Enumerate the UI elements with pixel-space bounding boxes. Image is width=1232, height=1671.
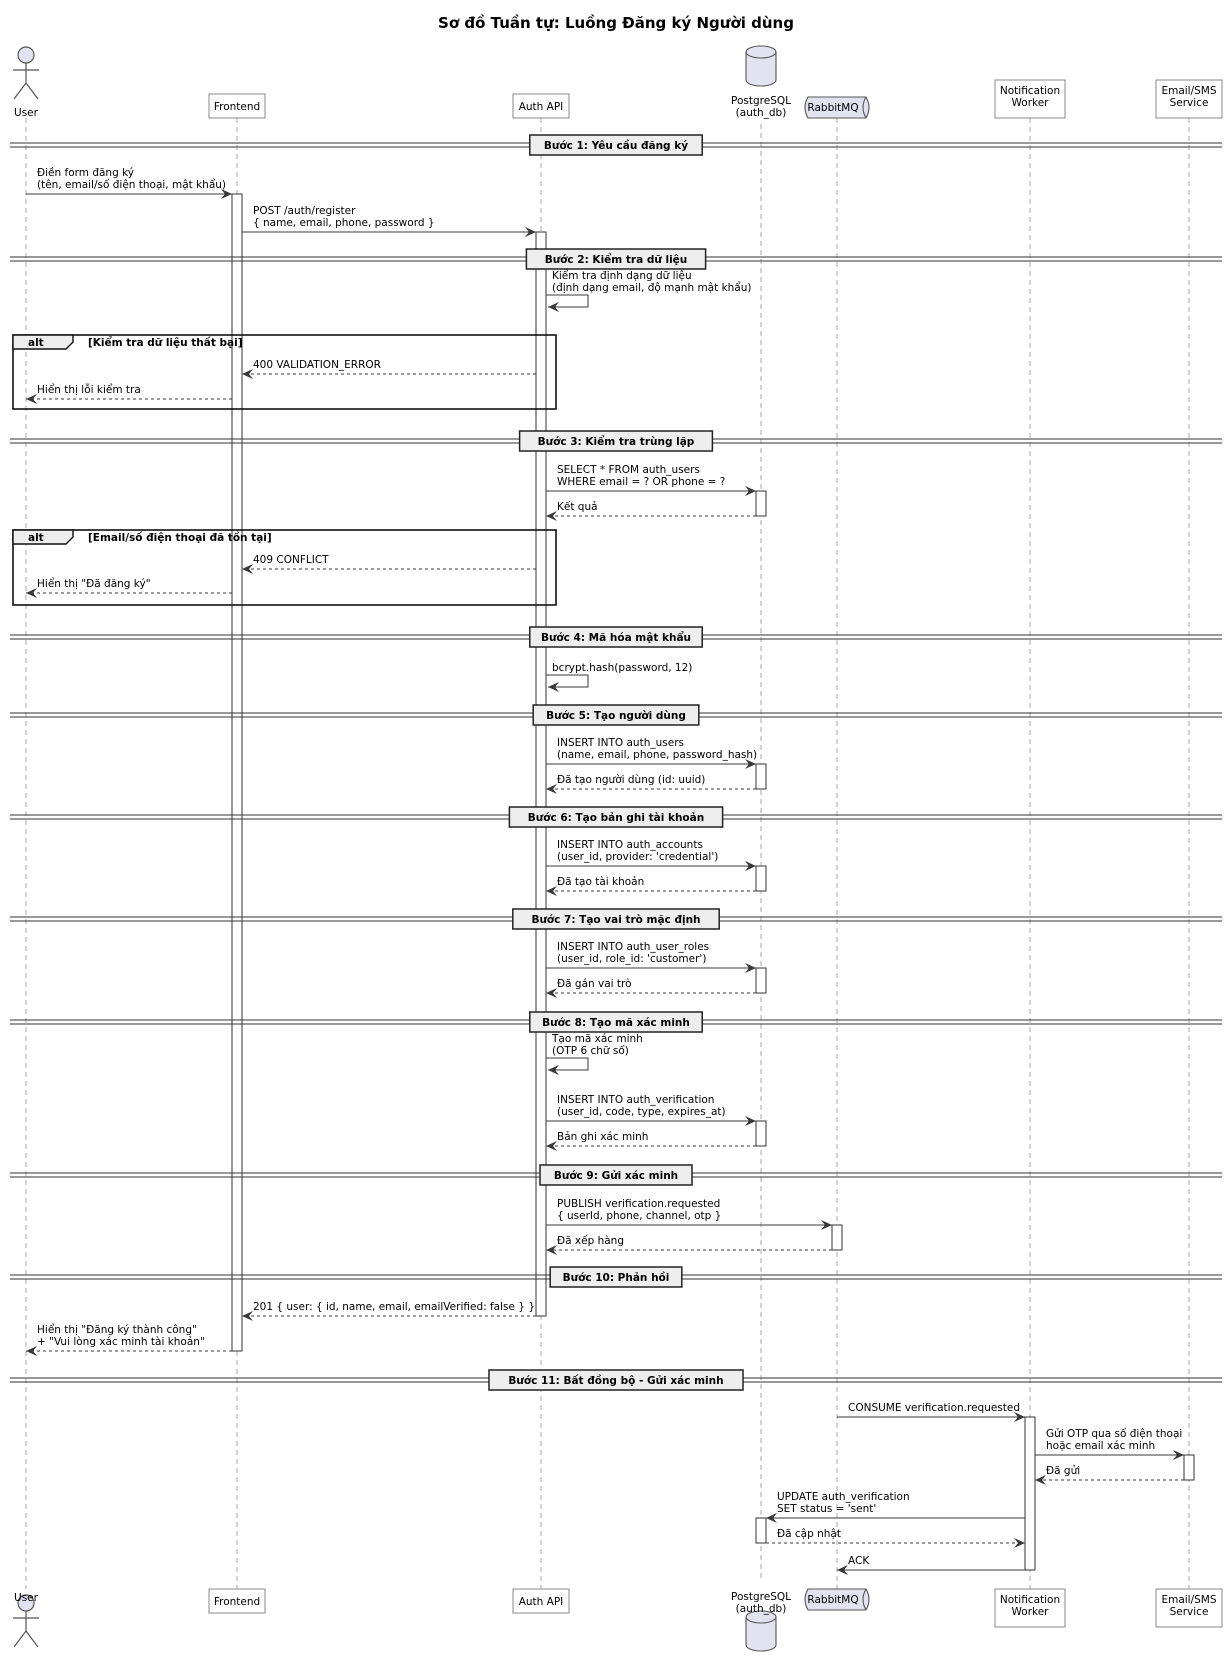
activation-bar <box>1025 1417 1035 1570</box>
message <box>242 205 536 232</box>
message <box>837 1402 1025 1417</box>
activation-bar <box>756 764 766 789</box>
step-label: Bước 9: Gửi xác minh <box>553 1170 679 1182</box>
message <box>1035 1428 1184 1455</box>
step-divider <box>10 1012 1222 1032</box>
message-label: Đã tạo người dùng (id: uuid) <box>557 774 706 786</box>
message-label: (tên, email/số điện thoại, mật khẩu) <box>37 179 227 191</box>
messages-layer <box>26 167 1184 1570</box>
message <box>1035 1465 1184 1480</box>
activations-layer <box>232 194 1194 1570</box>
participant-mq-top <box>805 97 869 118</box>
activation-bar <box>756 866 766 891</box>
alt-guard: [Email/số điện thoại đã tồn tại] <box>88 532 272 544</box>
alt-frame <box>13 530 556 605</box>
participant-label: User <box>14 107 38 119</box>
participant-user-top <box>13 47 39 119</box>
participant-auth-bottom <box>513 1589 569 1613</box>
step-divider <box>10 1267 1222 1287</box>
message <box>546 662 692 687</box>
participant-pg-top <box>731 46 791 119</box>
message <box>26 577 232 593</box>
activation-bar <box>756 1518 766 1543</box>
participant-label: Service <box>1169 97 1209 109</box>
message <box>242 1301 536 1316</box>
step-divider <box>10 909 1222 929</box>
message-label: POST /auth/register <box>253 205 356 217</box>
message-label: 400 VALIDATION_ERROR <box>253 359 381 371</box>
step-label: Bước 4: Mã hóa mật khẩu <box>540 632 692 644</box>
step-label: Bước 6: Tạo bản ghi tài khoản <box>527 812 705 824</box>
participant-label: Email/SMS <box>1161 1594 1217 1606</box>
step-divider <box>10 249 1222 269</box>
activation-bar <box>1184 1455 1194 1480</box>
message-label: (user_id, role_id: 'customer') <box>557 953 707 965</box>
step-divider <box>10 431 1222 451</box>
participant-label: PostgreSQL <box>731 1591 791 1603</box>
step-divider <box>10 627 1222 647</box>
participant-label: Worker <box>1011 97 1049 109</box>
step-label: Bước 7: Tạo vai trò mặc định <box>531 914 701 926</box>
step-label: Bước 11: Bất đồng bộ - Gửi xác minh <box>508 1375 724 1387</box>
alt-frame <box>13 335 556 409</box>
message-label: (user_id, code, type, expires_at) <box>557 1106 726 1118</box>
message-label: SELECT * FROM auth_users <box>557 464 700 476</box>
message <box>837 1555 1025 1570</box>
participant-nw-bottom <box>995 1589 1065 1627</box>
message <box>546 1235 832 1250</box>
message-label: WHERE email = ? OR phone = ? <box>557 476 726 488</box>
message-label: INSERT INTO auth_verification <box>557 1094 715 1106</box>
message-label: bcrypt.hash(password, 12) <box>552 662 693 674</box>
step-divider <box>10 705 1222 725</box>
step-label: Bước 3: Kiểm tra trùng lặp <box>537 436 695 448</box>
step-divider <box>10 807 1222 827</box>
alt-keyword: alt <box>28 337 44 349</box>
message <box>766 1491 1025 1518</box>
participant-label: Worker <box>1011 1606 1049 1618</box>
message <box>546 839 756 866</box>
message <box>546 269 752 307</box>
step-divider <box>10 1370 1222 1390</box>
activation-bar <box>756 491 766 516</box>
activation-bar <box>756 1121 766 1146</box>
participant-label: Auth API <box>518 1596 564 1608</box>
message-label: { userId, phone, channel, otp } <box>557 1210 722 1222</box>
message <box>546 876 756 891</box>
message-label: Đã xếp hàng <box>557 1235 624 1247</box>
message <box>242 554 536 569</box>
activation-bar <box>832 1225 842 1250</box>
step-label: Bước 5: Tạo người dùng <box>546 710 686 722</box>
message-label: ACK <box>848 1555 870 1567</box>
message-label: Kết quả <box>557 501 598 513</box>
participant-label: (auth_db) <box>735 1603 787 1615</box>
message-label: Đã gán vai trò <box>557 978 632 990</box>
actor-body <box>13 1611 39 1647</box>
participant-nw-top <box>995 80 1065 118</box>
message-label: Điền form đăng ký <box>37 167 135 179</box>
participant-frontend-bottom <box>209 1589 265 1613</box>
message-label: hoặc email xác minh <box>1046 1440 1156 1452</box>
message-label: 409 CONFLICT <box>253 554 329 566</box>
participant-label: (auth_db) <box>735 107 787 119</box>
participant-mq-bottom <box>805 1589 869 1610</box>
participant-label: Service <box>1169 1606 1209 1618</box>
participant-label: Notification <box>999 1594 1061 1606</box>
message <box>26 383 232 399</box>
message <box>546 737 757 764</box>
message-label: SET status = 'sent' <box>777 1503 877 1515</box>
participant-label: RabbitMQ <box>807 1594 859 1606</box>
message <box>26 1323 232 1351</box>
message-label: INSERT INTO auth_user_roles <box>557 941 710 953</box>
message <box>26 167 232 194</box>
message-label: 201 { user: { id, name, email, emailVerified: false } } <box>253 1301 535 1313</box>
message-label: (OTP 6 chữ số) <box>552 1045 629 1057</box>
message <box>546 1131 756 1146</box>
actor-body <box>13 63 39 99</box>
actor-head <box>18 47 34 63</box>
message <box>546 1033 643 1070</box>
message-label: INSERT INTO auth_accounts <box>557 839 703 851</box>
message-label: Đã gửi <box>1046 1465 1081 1477</box>
diagram-title: Sơ đồ Tuần tự: Luồng Đăng ký Người dùng <box>438 14 794 32</box>
message-label: Bản ghi xác minh <box>557 1131 649 1143</box>
activation-bar <box>756 968 766 993</box>
participant-email-top <box>1156 80 1222 118</box>
message-label: INSERT INTO auth_users <box>557 737 684 749</box>
message <box>546 501 756 516</box>
activation-bar <box>536 232 546 1316</box>
message <box>766 1528 1025 1543</box>
self-message-arrow <box>546 1058 588 1070</box>
message-label: CONSUME verification.requested <box>848 1402 1021 1414</box>
message-label: PUBLISH verification.requested <box>557 1198 721 1210</box>
participant-label: Auth API <box>518 101 564 113</box>
self-message-arrow <box>546 295 588 307</box>
message-label: Kiểm tra định dạng dữ liệu <box>552 270 692 282</box>
message <box>546 464 756 491</box>
step-label: Bước 1: Yêu cầu đăng ký <box>543 140 689 152</box>
message <box>546 1198 832 1225</box>
message-label: Tạo mã xác minh <box>552 1033 643 1045</box>
message <box>242 359 536 374</box>
participant-user-bottom <box>13 1592 39 1647</box>
participant-label: Email/SMS <box>1161 85 1217 97</box>
message-label: Hiển thị lỗi kiểm tra <box>37 384 141 396</box>
message-label: Hiển thị "Đăng ký thành công" <box>37 1324 197 1336</box>
message <box>546 978 756 993</box>
message-label: Hiển thị "Đã đăng ký" <box>37 578 151 590</box>
step-label: Bước 8: Tạo mã xác minh <box>542 1017 690 1029</box>
participant-email-bottom <box>1156 1589 1222 1627</box>
message <box>546 774 756 789</box>
message-label: (name, email, phone, password_hash) <box>557 749 758 761</box>
participant-frontend-top <box>209 94 265 118</box>
self-message-arrow <box>546 675 588 687</box>
alt-guard: [Kiểm tra dữ liệu thất bại] <box>88 337 243 349</box>
message <box>546 1094 756 1121</box>
participant-label: Frontend <box>213 1596 261 1608</box>
message-label: + "Vui lòng xác minh tài khoản" <box>37 1336 205 1348</box>
message-label: (định dạng email, độ mạnh mật khẩu) <box>552 282 752 294</box>
alt-keyword: alt <box>28 532 44 544</box>
step-label: Bước 10: Phản hồi <box>562 1272 670 1284</box>
participant-label: Frontend <box>213 101 261 113</box>
participant-auth-top <box>513 94 569 118</box>
step-divider <box>10 135 1222 155</box>
database-icon <box>746 1611 776 1651</box>
message <box>546 941 756 968</box>
participant-pg-bottom <box>731 1591 791 1651</box>
message-label: Gửi OTP qua số điện thoại <box>1046 1428 1183 1440</box>
database-icon <box>746 46 776 86</box>
participant-label: PostgreSQL <box>731 95 791 107</box>
message-label: UPDATE auth_verification <box>777 1491 910 1503</box>
participant-label: Notification <box>999 85 1061 97</box>
message-label: Đã tạo tài khoản <box>557 876 645 888</box>
step-divider <box>10 1165 1222 1185</box>
participant-label: RabbitMQ <box>807 102 859 114</box>
step-label: Bước 2: Kiểm tra dữ liệu <box>544 254 688 266</box>
message-label: (user_id, provider: 'credential') <box>557 851 719 863</box>
participant-label: User <box>14 1592 38 1604</box>
message-label: Đã cập nhật <box>777 1528 841 1540</box>
message-label: { name, email, phone, password } <box>253 217 435 229</box>
